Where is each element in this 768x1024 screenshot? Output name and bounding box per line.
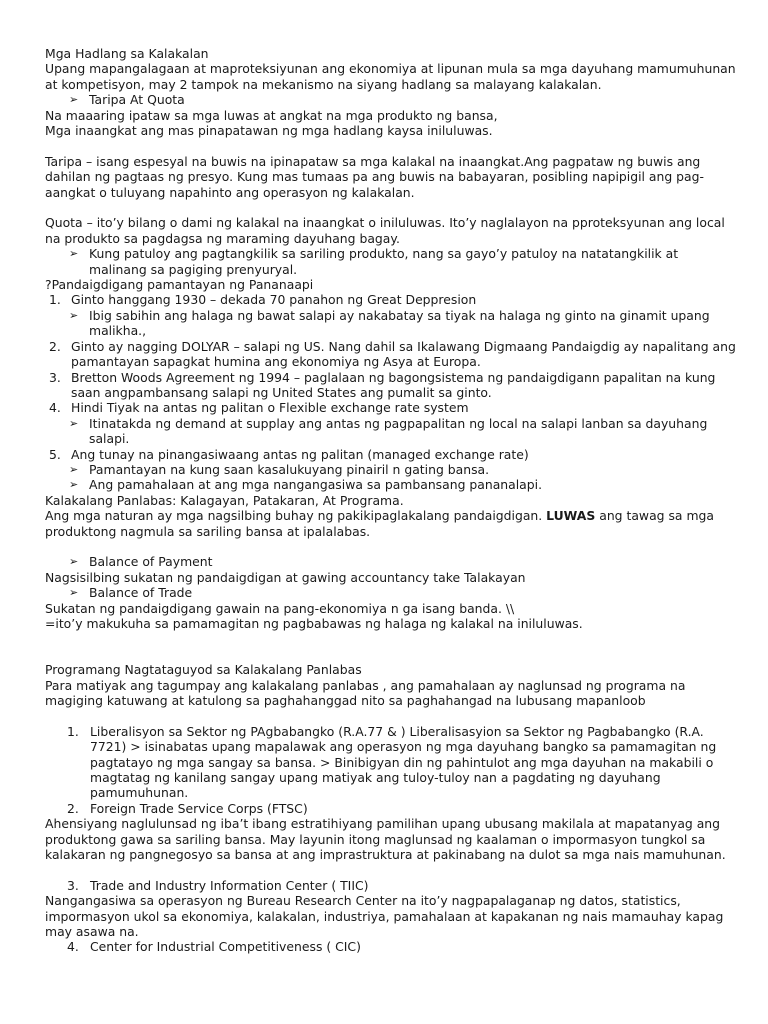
section-heading-monetary-standard: ?Pandaigdigang pamantayan ng Pananaapi [45,277,314,293]
quota-paragraph: Quota – ito’y bilang o dami ng kalakal na inaangkat o iniluluwas. Ito’y naglalayon na pproteksyunan ang local na produkto sa pagdagsa ng maraming dayuhang bagay. [45,215,725,246]
sub-bullet: ➢ Ang pamahalaan at ang mga nangangasiwa sa pambansang pananalapi. [69,477,543,493]
numbered-item: 2. Ginto ay nagging DOLYAR – salapi ng US. Nang dahil sa Ikalawang Digmaang Pandaigdig ay napalitang ang pamantayan sapagkat humina ang ekonomiya ng Asya at Europa. [49,338,736,370]
section-heading-foreign-trade: Kalakalang Panlabas: Kalagayan, Patakaran, At Programa. [45,492,404,508]
ftsc-paragraph: Ahensiyang naglulunsad ng iba’t ibang estratihiyang pamilihan upang ubusang makilala at mapatanyag ang produktong gawa sa sariling bansa. May layunin itong maglunsad ng kaalaman o impormasyon tungkol sa kalakaran ng pangnegosyo sa bansa at ang imprastruktura at pakinabang na dulot sa mga nais mamuhunan. [45,816,726,863]
bullet-patronage: ➢ Kung patuloy ang pagtangkilik sa sariling produkto, nang sa gayo’y patuloy na natatangkilik at malinang sa pagiging prenyuryal. [69,246,679,277]
numbered-program: 3. Trade and Industry Information Center ( TIIC) [67,877,369,893]
arrow-bullet-icon: ➢ [69,308,79,322]
paragraph-line: Na maaaring ipataw sa mga luwas at angkat na mga produkto ng bansa, [45,107,498,123]
paragraph-line: Mga inaangkat ang mas pinapatawan ng mga hadlang kaysa iniluluwas. [45,123,493,139]
luwas-paragraph: Ang mga naturan ay mga nagsilbing buhay ng pakikipaglakalang pandaigdigan. LUWAS ang tawag sa mga produktong nagmula sa sariling bansa at ipalalabas. [45,508,714,539]
numbered-item: 4. Hindi Tiyak na antas ng palitan o Flexible exchange rate system [49,400,469,416]
arrow-bullet-icon: ➢ [69,586,79,600]
arrow-bullet-icon: ➢ [69,462,79,476]
numbered-program: 2. Foreign Trade Service Corps (FTSC) [67,800,308,816]
numbered-item: 3. Bretton Woods Agreement ng 1994 – paglalaan ng bagongsistema ng pandaigdigann papalitan na kung saan angpambansang salapi ng United States ang pumalit sa ginto. [49,369,716,400]
arrow-bullet-icon: ➢ [69,416,79,430]
sub-bullet: ➢ Pamantayan na kung saan kasalukuyang pinairil n gating bansa. [69,461,490,477]
intro-paragraph: Upang mapangalagaan at maproteksiyunan ang ekonomiya at lipunan mula sa mga dayuhang mamumuhunan at kompetisyon, may 2 tampok na mekanismo na siyang hadlang sa malayang kalakalan. [45,61,736,92]
section-heading-programs: Programang Nagtataguyod sa Kalakalang Panlabas [45,662,362,678]
tiic-paragraph: Nangangasiwa sa operasyon ng Bureau Research Center na ito’y nagpapalaganap ng datos, statistics, impormasyon ukol sa ekonomiya, kalakalan, industriya, pamahalaan at kapakanan ng nais mamauhay kapag may asawa na. [45,893,724,940]
numbered-item: 1. Ginto hanggang 1930 – dekada 70 panahon ng Great Deppresion [49,292,477,308]
paragraph-line: Sukatan ng pandaigdigang gawain na pang-ekonomiya n ga isang banda. \\ [45,600,515,616]
numbered-item: 5. Ang tunay na pinangasiwaang antas ng palitan (managed exchange rate) [49,446,529,462]
arrow-bullet-icon: ➢ [69,247,79,261]
bullet-balance-of-payment: ➢ Balance of Payment [69,554,213,570]
numbered-program: 1. Liberalisyon sa Sektor ng PAgbabangko (R.A.77 & ) Liberalisasyion sa Sektor ng Pagbabangko (R.A. 7721) > isinabatas upang mapalawak ang operasyon ng mga dayuhang bangko sa pamamagitan ng pagtatayo ng mga sangay sa bansa. > Binibigyan din ng pahintulot ang mga dayuhan na makabili o magtatag ng kanilang sangay upang matiyak ang tuloy-tuloy nan a pagdating ng dayuhang pamumuhunan. [67,723,717,801]
sub-bullet: ➢ Ibig sabihin ang halaga ng bawat salapi ay nakabatay sa tiyak na halaga ng ginto na ginamit upang malikha., [69,307,710,339]
arrow-bullet-icon: ➢ [69,93,79,107]
bullet-balance-of-trade: ➢ Balance of Trade [69,585,193,601]
sub-bullet: ➢ Itinatakda ng demand at supplay ang antas ng pagpapalitan ng local na salapi lanban sa dayuhang salapi. [69,415,708,447]
arrow-bullet-icon: ➢ [69,478,79,492]
taripa-paragraph: Taripa – isang espesyal na buwis na ipinapataw sa mga kalakal na inaangkat.Ang pagpataw ng buwis ang dahilan ng pagtaas ng presyo. Kung mas tumaas pa ang buwis na babayaran, posibling napipigil ang pag-aangkat o tuluyang napahinto ang operasyon ng kalakalan. [45,153,704,200]
arrow-bullet-icon: ➢ [69,555,79,569]
section-heading-trade-barriers: Mga Hadlang sa Kalakalan [45,46,209,61]
paragraph-line: Nagsisilbing sukatan ng pandaigdigan at gawing accountancy take Talakayan [45,569,526,585]
bullet-taripa-quota: ➢ Taripa At Quota [69,92,185,108]
numbered-program: 4. Center for Industrial Competitiveness ( CIC) [67,939,361,955]
luwas-term: LUWAS [546,508,596,524]
paragraph-line: =ito’y makukuha sa pamamagitan ng pagbabawas ng halaga ng kalakal na iniluluwas. [45,615,583,631]
programs-paragraph: Para matiyak ang tagumpay ang kalakalang panlabas , ang pamahalaan ay naglunsad ng programa na magiging katuwang at katulong sa paghahanggad nito sa paghahangad na lubusang mapanloob [45,677,686,708]
